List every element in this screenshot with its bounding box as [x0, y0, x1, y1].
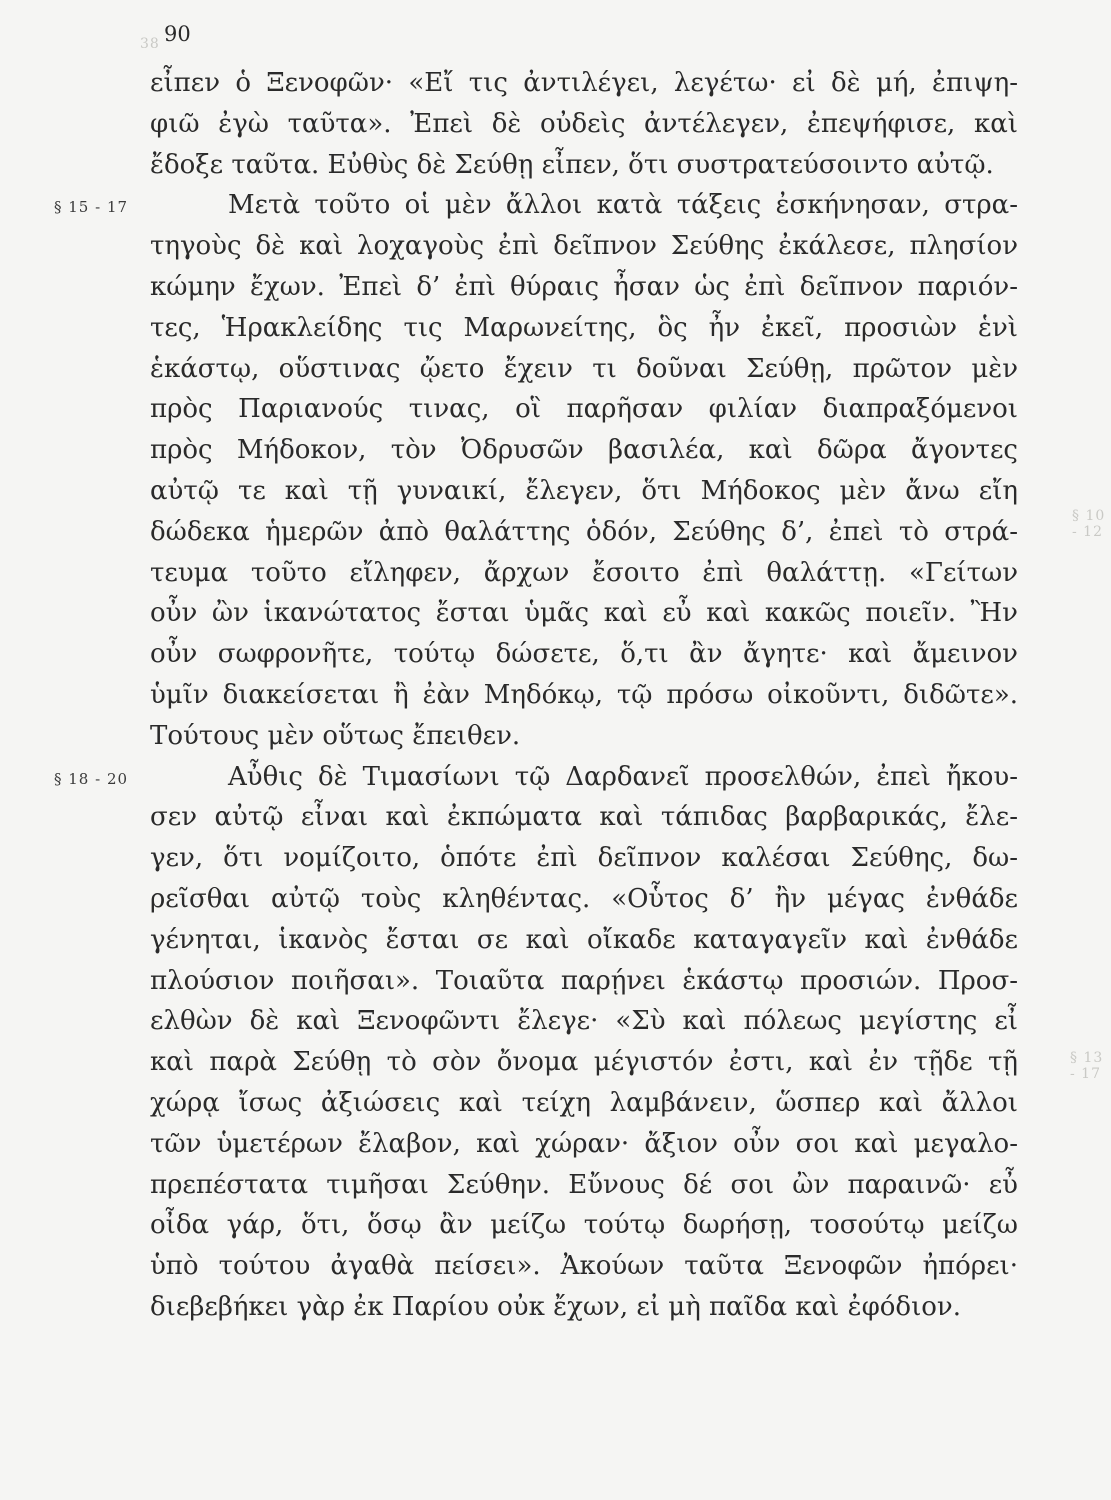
line-text: κώμην ἔχων. Ἐπεὶ δ’ ἐπὶ θύραις ἦσαν ὡς ἐπὶ δεῖπνον παριόν- [150, 271, 1018, 302]
show-through-text: § 13 - 17 [1070, 1050, 1104, 1082]
line-text: ὑμῖν διακείσεται ἢ ἐὰν Μηδόκῳ, τῷ πρόσω οἰκοῦντι, διδῶτε». [150, 679, 1018, 710]
line-text: οὖν σωφρονῆτε, τούτῳ δώσετε, ὅ,τι ἂν ἄγητε· καὶ ἄμεινον [150, 639, 1018, 670]
line-text: οὖν ὢν ἱκανώτατος ἔσται ὑμᾶς καὶ εὖ καὶ κακῶς ποιεῖν. Ἢν [150, 598, 1018, 629]
line-text: τευμα τοῦτο εἴληφεν, ἄρχων ἔσοιτο ἐπὶ θαλάττῃ. «Γείτων [150, 557, 1018, 588]
text-line [150, 879, 1018, 920]
text-line [150, 104, 1018, 145]
line-text: γεν, ὅτι νομίζοιτο, ὁπότε ἐπὶ δεῖπνον καλέσαι Σεύθης, δω- [150, 843, 1018, 874]
text-line [150, 716, 1018, 757]
line-text: πλούσιον ποιῆσαι». Τοιαῦτα παρῄνει ἑκάστῳ προσιών. Προσ- [150, 965, 1018, 996]
text-line [150, 553, 1018, 594]
text-line [150, 1083, 1018, 1124]
text-line [150, 1287, 1018, 1328]
text-line [150, 1042, 1018, 1083]
section-reference: § 18 - 20 [54, 769, 129, 788]
line-text: Μετὰ τοῦτο οἱ μὲν ἄλλοι κατὰ τάξεις ἐσκήνησαν, στρα- [228, 190, 1018, 221]
text-line [150, 1124, 1018, 1165]
text-line [150, 267, 1018, 308]
text-line [150, 349, 1018, 390]
text-line [150, 308, 1018, 349]
line-text: καὶ παρὰ Σεύθῃ τὸ σὸν ὄνομα μέγιστόν ἐστι, καὶ ἐν τῇδε τῇ [150, 1047, 1018, 1078]
text-line [150, 838, 1018, 879]
line-text: Αὖθις δὲ Τιμασίωνι τῷ Δαρδανεῖ προσελθών, ἐπεὶ ἤκου- [228, 761, 1018, 792]
line-text: ἔδοξε ταῦτα. Εὐθὺς δὲ Σεύθῃ εἶπεν, ὅτι συστρατεύσοιντο αὐτῷ. [150, 149, 994, 180]
line-text: εἶπεν ὁ Ξενοφῶν· «Εἴ τις ἀντιλέγει, λεγέτω· εἰ δὲ μή, ἐπιψη- [150, 68, 1018, 98]
text-line [150, 593, 1018, 634]
text-line [150, 471, 1018, 512]
line-text: ρεῖσθαι αὐτῷ τοὺς κληθέντας. «Οὗτος δ’ ἢν μέγας ἐνθάδε [150, 883, 1018, 914]
line-text: Τούτους μὲν οὕτως ἔπειθεν. [150, 720, 521, 751]
greek-text-body [54, 63, 1018, 1328]
line-text: γένηται, ἱκανὸς ἔσται σε καὶ οἴκαδε καταγαγεῖν καὶ ἐνθάδε [150, 924, 1018, 955]
text-line [150, 961, 1018, 1002]
line-text: τηγοὺς δὲ καὶ λοχαγοὺς ἐπὶ δεῖπνον Σεύθης ἐκάλεσε, πλησίον [150, 231, 1018, 262]
text-line [150, 512, 1018, 553]
text-line [150, 1246, 1018, 1287]
text-line [150, 1001, 1018, 1042]
text-line [150, 430, 1018, 471]
line-text: πρὸς Μήδοκον, τὸν Ὀδρυσῶν βασιλέα, καὶ δῶρα ἄγοντες [150, 435, 1018, 466]
line-text: οἶδα γάρ, ὅτι, ὅσῳ ἂν μείζω τούτῳ δωρήσῃ, τοσούτῳ μείζω [150, 1210, 1018, 1241]
text-line [150, 634, 1018, 675]
section-reference: § 15 - 17 [54, 198, 129, 217]
text-line [150, 920, 1018, 961]
text-line [150, 675, 1018, 716]
line-text: αὐτῷ τε καὶ τῇ γυναικί, ἔλεγεν, ὅτι Μήδοκος μὲν ἄνω εἴη [150, 475, 1018, 506]
show-through-text: 38 [140, 36, 160, 52]
text-line [150, 226, 1018, 267]
text-line [150, 145, 1018, 186]
line-text: πρεπέστατα τιμῆσαι Σεύθην. Εὔνους δέ σοι ὢν παραινῶ· εὖ [150, 1169, 1018, 1200]
line-text: διεβεβήκει γὰρ ἐκ Παρίου οὐκ ἔχων, εἰ μὴ παῖδα καὶ ἐφόδιον. [150, 1291, 962, 1322]
text-line [150, 389, 1018, 430]
text-line [150, 63, 1018, 104]
line-text: σεν αὐτῷ εἶναι καὶ ἐκπώματα καὶ τάπιδας βαρβαρικάς, ἔλε- [150, 802, 1018, 833]
text-line [54, 185, 1018, 226]
text-line [54, 757, 1018, 798]
line-text: τῶν ὑμετέρων ἔλαβον, καὶ χώραν· ἄξιον οὖν σοι καὶ μεγαλο- [150, 1128, 1018, 1159]
text-line [150, 797, 1018, 838]
line-text: φιῶ ἐγὼ ταῦτα». Ἐπεὶ δὲ οὐδεὶς ἀντέλεγεν, ἐπεψήφισε, καὶ [150, 108, 1018, 139]
text-line [150, 1165, 1018, 1206]
line-text: χώρᾳ ἴσως ἀξιώσεις καὶ τείχη λαμβάνειν, ὥσπερ καὶ ἄλλοι [150, 1087, 1018, 1118]
line-text: ἑκάστῳ, οὕστινας ᾤετο ἔχειν τι δοῦναι Σεύθῃ, πρῶτον μὲν [150, 353, 1018, 384]
text-line [150, 1205, 1018, 1246]
show-through-text: § 10 - 12 [1072, 508, 1106, 540]
line-text: ελθὼν δὲ καὶ Ξενοφῶντι ἔλεγε· «Σὺ καὶ πόλεως μεγίστης εἶ [150, 1006, 1018, 1037]
page-number: 90 [164, 22, 191, 46]
line-text: ὑπὸ τούτου ἀγαθὰ πείσει». Ἀκούων ταῦτα Ξενοφῶν ἠπόρει· [150, 1251, 1018, 1282]
line-text: δώδεκα ἡμερῶν ἀπὸ θαλάττης ὁδόν, Σεύθης δ’, ἐπεὶ τὸ στρά- [150, 516, 1018, 547]
line-text: πρὸς Παριανούς τινας, οἳ παρῆσαν φιλίαν διαπραξόμενοι [150, 394, 1018, 425]
line-text: τες, Ἡρακλείδης τις Μαρωνείτης, ὃς ἦν ἐκεῖ, προσιὼν ἑνὶ [150, 312, 1018, 343]
